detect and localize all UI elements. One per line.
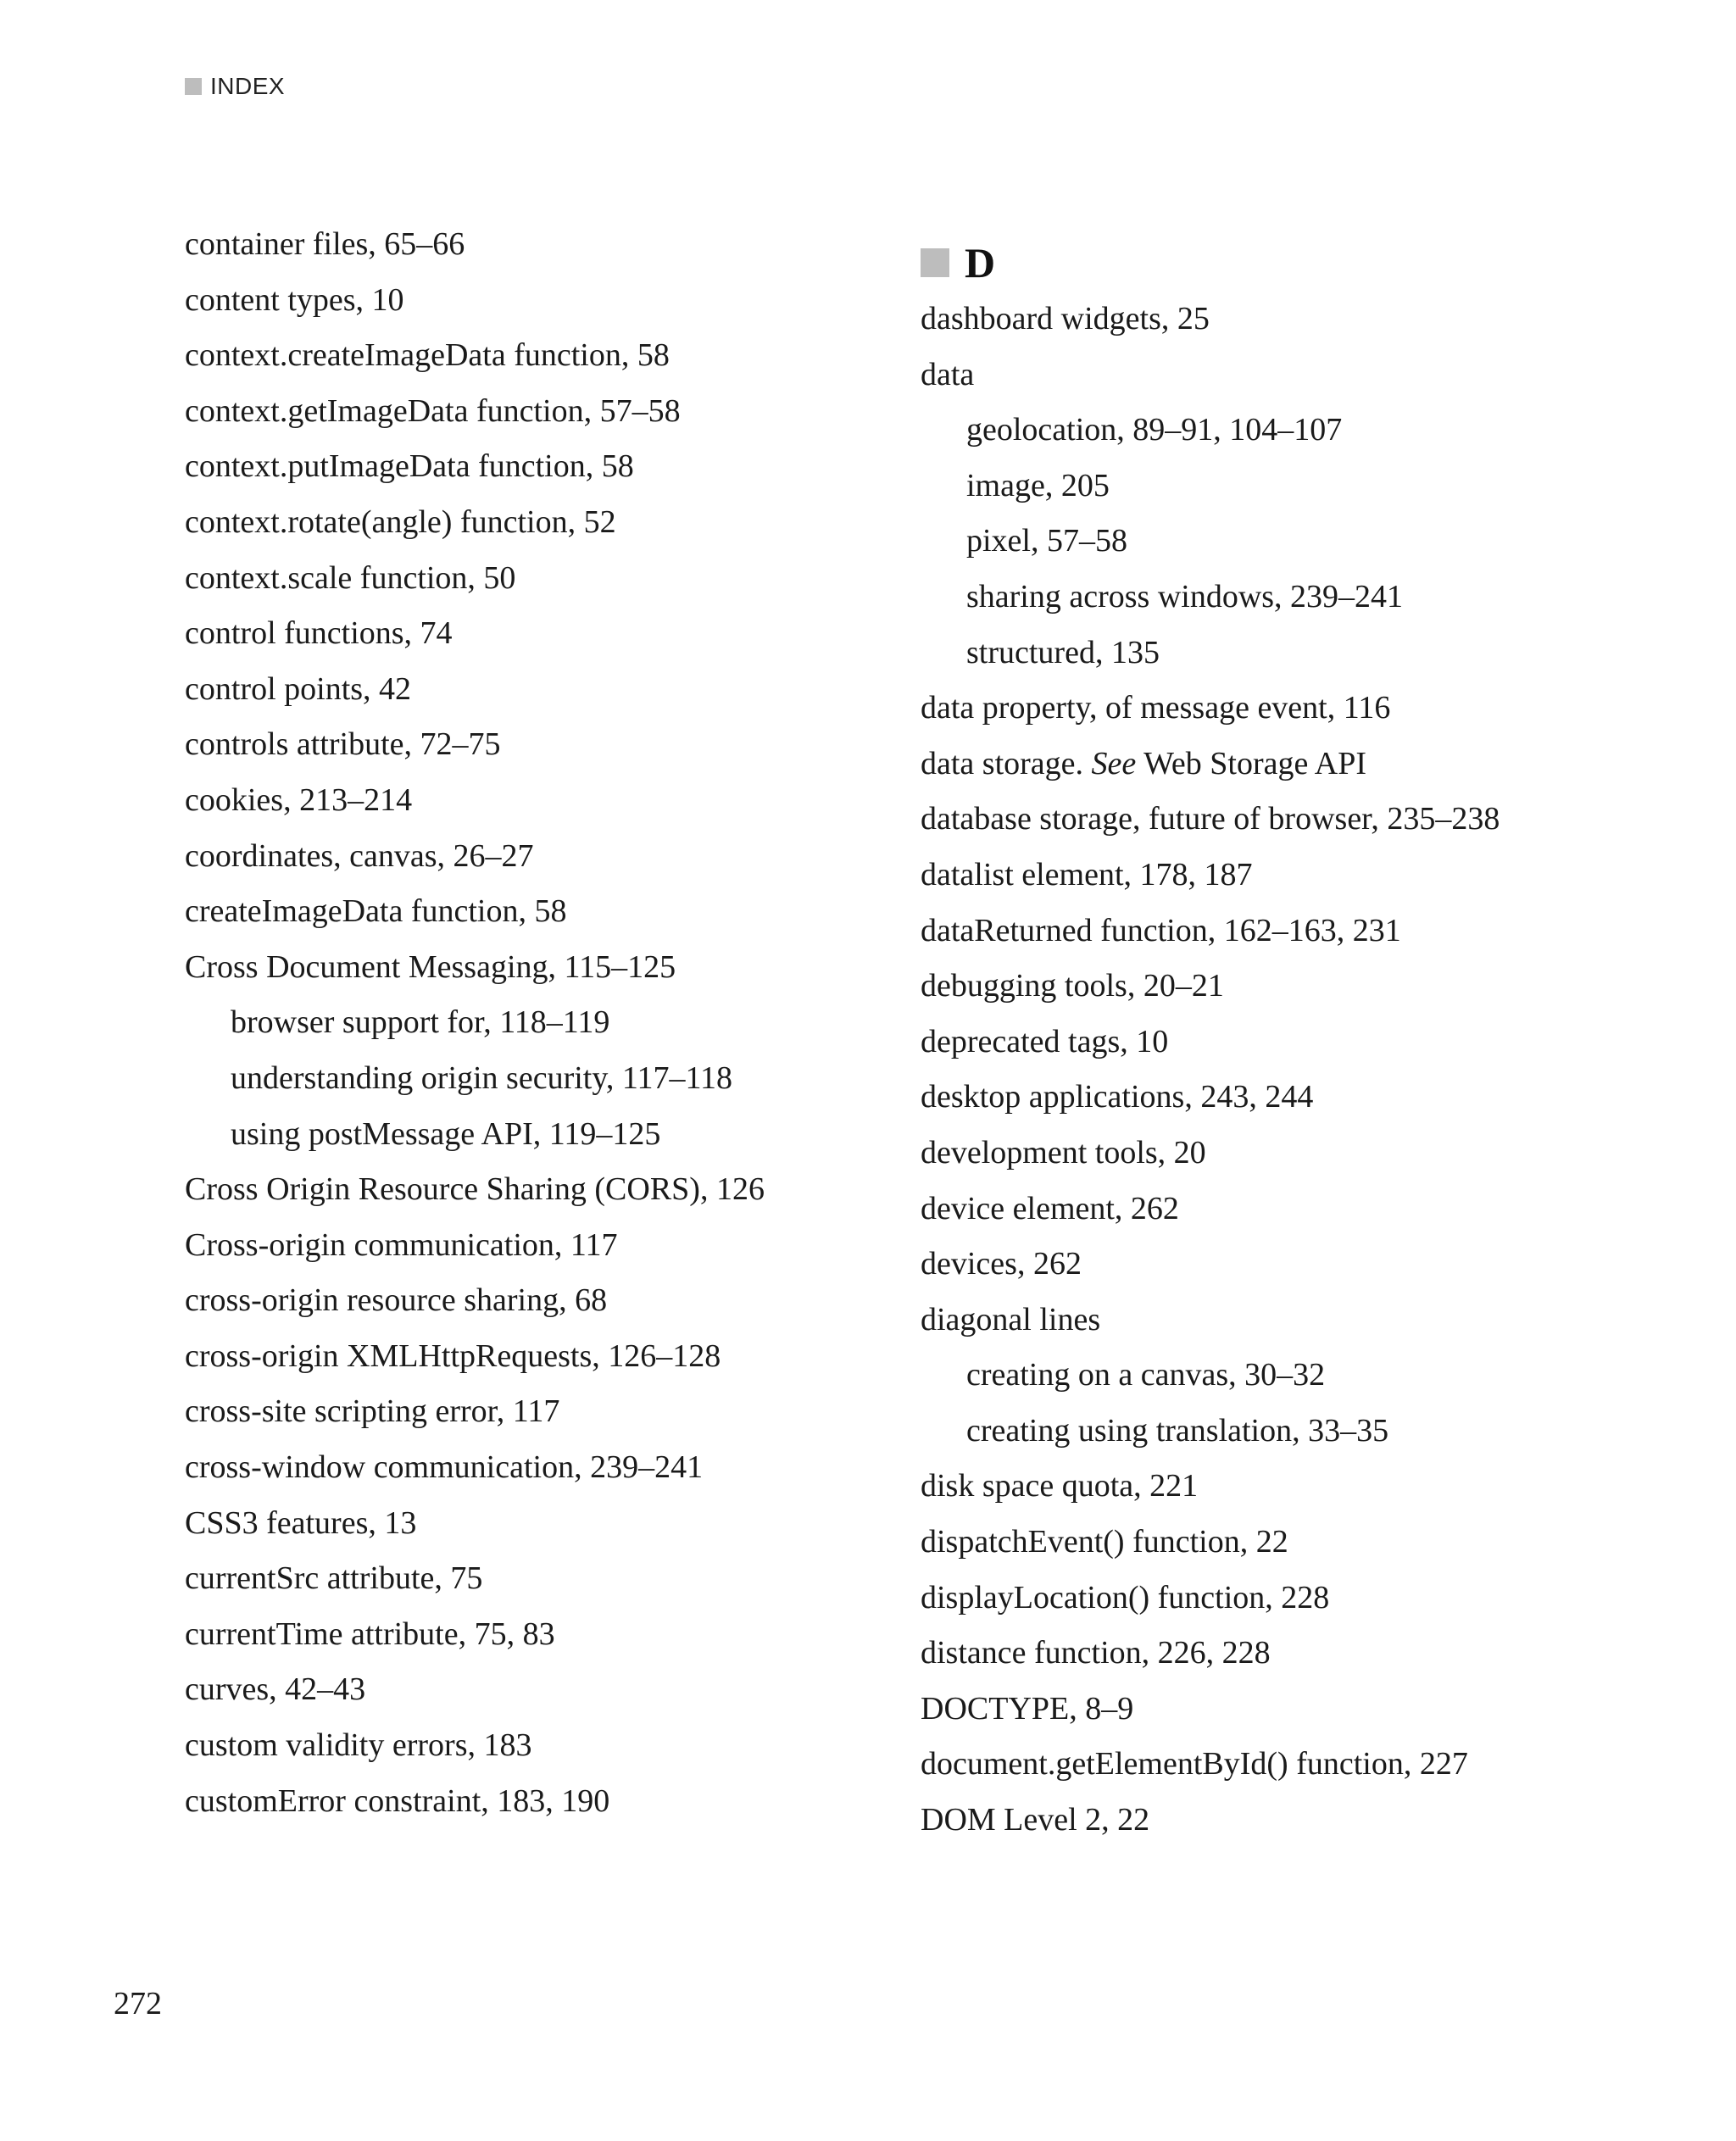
index-entry: customError constraint, 183, 190 [185, 1782, 610, 1819]
index-entry: dataReturned function, 162–163, 231 [921, 912, 1401, 948]
index-subentry: pixel, 57–58 [966, 523, 1127, 559]
index-entry: data property, of message event, 116 [921, 690, 1391, 726]
index-entry: DOM Level 2, 22 [921, 1802, 1150, 1838]
index-entry: debugging tools, 20–21 [921, 968, 1224, 1004]
index-entry: data [921, 356, 975, 392]
index-subentry: creating on a canvas, 30–32 [966, 1357, 1326, 1393]
index-column-right [921, 225, 1650, 1857]
index-entry: control points, 42 [185, 670, 412, 707]
index-entry: currentTime attribute, 75, 83 [185, 1615, 555, 1652]
index-entry: cross-origin XMLHttpRequests, 126–128 [185, 1337, 721, 1374]
index-subentry: geolocation, 89–91, 104–107 [966, 412, 1343, 448]
index-entry: context.createImageData function, 58 [185, 337, 670, 374]
index-entry: Cross Origin Resource Sharing (CORS), 126 [185, 1171, 765, 1208]
index-entry: coordinates, canvas, 26–27 [185, 837, 534, 874]
index-subentry: image, 205 [966, 467, 1110, 503]
index-entry: desktop applications, 243, 244 [921, 1079, 1314, 1115]
index-subentry: using postMessage API, 119–125 [231, 1115, 661, 1152]
index-subentry: browser support for, 118–119 [231, 1004, 610, 1041]
index-entry: document.getElementById() function, 227 [921, 1746, 1468, 1782]
index-subentry: structured, 135 [966, 634, 1160, 670]
index-entry: Cross-origin communication, 117 [185, 1226, 618, 1263]
index-subentry: sharing across windows, 239–241 [966, 578, 1404, 614]
index-entry: deprecated tags, 10 [921, 1023, 1169, 1059]
index-entry: custom validity errors, 183 [185, 1727, 532, 1764]
index-subentry: creating using translation, 33–35 [966, 1412, 1389, 1449]
index-entry: Cross Document Messaging, 115–125 [185, 948, 676, 985]
index-entry: content types, 10 [185, 281, 404, 318]
page-number: 272 [114, 1986, 162, 2021]
index-entry: devices, 262 [921, 1246, 1082, 1282]
index-entry: cross-window communication, 239–241 [185, 1449, 704, 1486]
index-entry: diagonal lines [921, 1301, 1101, 1337]
index-entry: cookies, 213–214 [185, 781, 413, 818]
index-column-left [185, 225, 863, 1838]
index-entry: displayLocation() function, 228 [921, 1579, 1330, 1615]
header-square-icon [185, 78, 202, 95]
index-entry: distance function, 226, 228 [921, 1635, 1271, 1671]
index-entry: container files, 65–66 [185, 226, 465, 262]
index-entry: controls attribute, 72–75 [185, 726, 501, 763]
index-entry: context.scale function, 50 [185, 559, 516, 596]
see-target: Web Storage API [1136, 745, 1366, 781]
running-head [185, 73, 285, 100]
running-head-label: INDEX [210, 73, 286, 99]
index-entry: disk space quota, 221 [921, 1468, 1199, 1504]
index-entry: datalist element, 178, 187 [921, 856, 1253, 893]
index-entry: context.getImageData function, 57–58 [185, 392, 681, 429]
see-reference: See [1091, 745, 1137, 781]
index-entry: CSS3 features, 13 [185, 1504, 417, 1541]
index-entry: context.rotate(angle) function, 52 [185, 503, 616, 540]
index-entry [921, 745, 1650, 782]
index-entry: device element, 262 [921, 1190, 1179, 1226]
index-entry: context.putImageData function, 58 [185, 448, 634, 485]
index-entry: createImageData function, 58 [185, 893, 567, 930]
index-entry: currentSrc attribute, 75 [185, 1560, 483, 1597]
index-entry: database storage, future of browser, 235–238 [921, 801, 1500, 837]
section-letter: D [965, 239, 996, 286]
index-entry: dispatchEvent() function, 22 [921, 1524, 1288, 1560]
section-heading-d [921, 239, 1650, 286]
section-square-icon [921, 248, 949, 277]
index-entry: cross-origin resource sharing, 68 [185, 1282, 608, 1319]
entry-text: data storage. [921, 745, 1092, 781]
index-entry: cross-site scripting error, 117 [185, 1393, 560, 1430]
index-entries-right [921, 300, 1650, 1838]
index-entry: dashboard widgets, 25 [921, 301, 1210, 336]
index-entry: development tools, 20 [921, 1134, 1206, 1171]
index-entry: curves, 42–43 [185, 1671, 366, 1708]
index-subentry: understanding origin security, 117–118 [231, 1059, 733, 1096]
index-entry: DOCTYPE, 8–9 [921, 1690, 1134, 1727]
index-entry: control functions, 74 [185, 615, 453, 652]
